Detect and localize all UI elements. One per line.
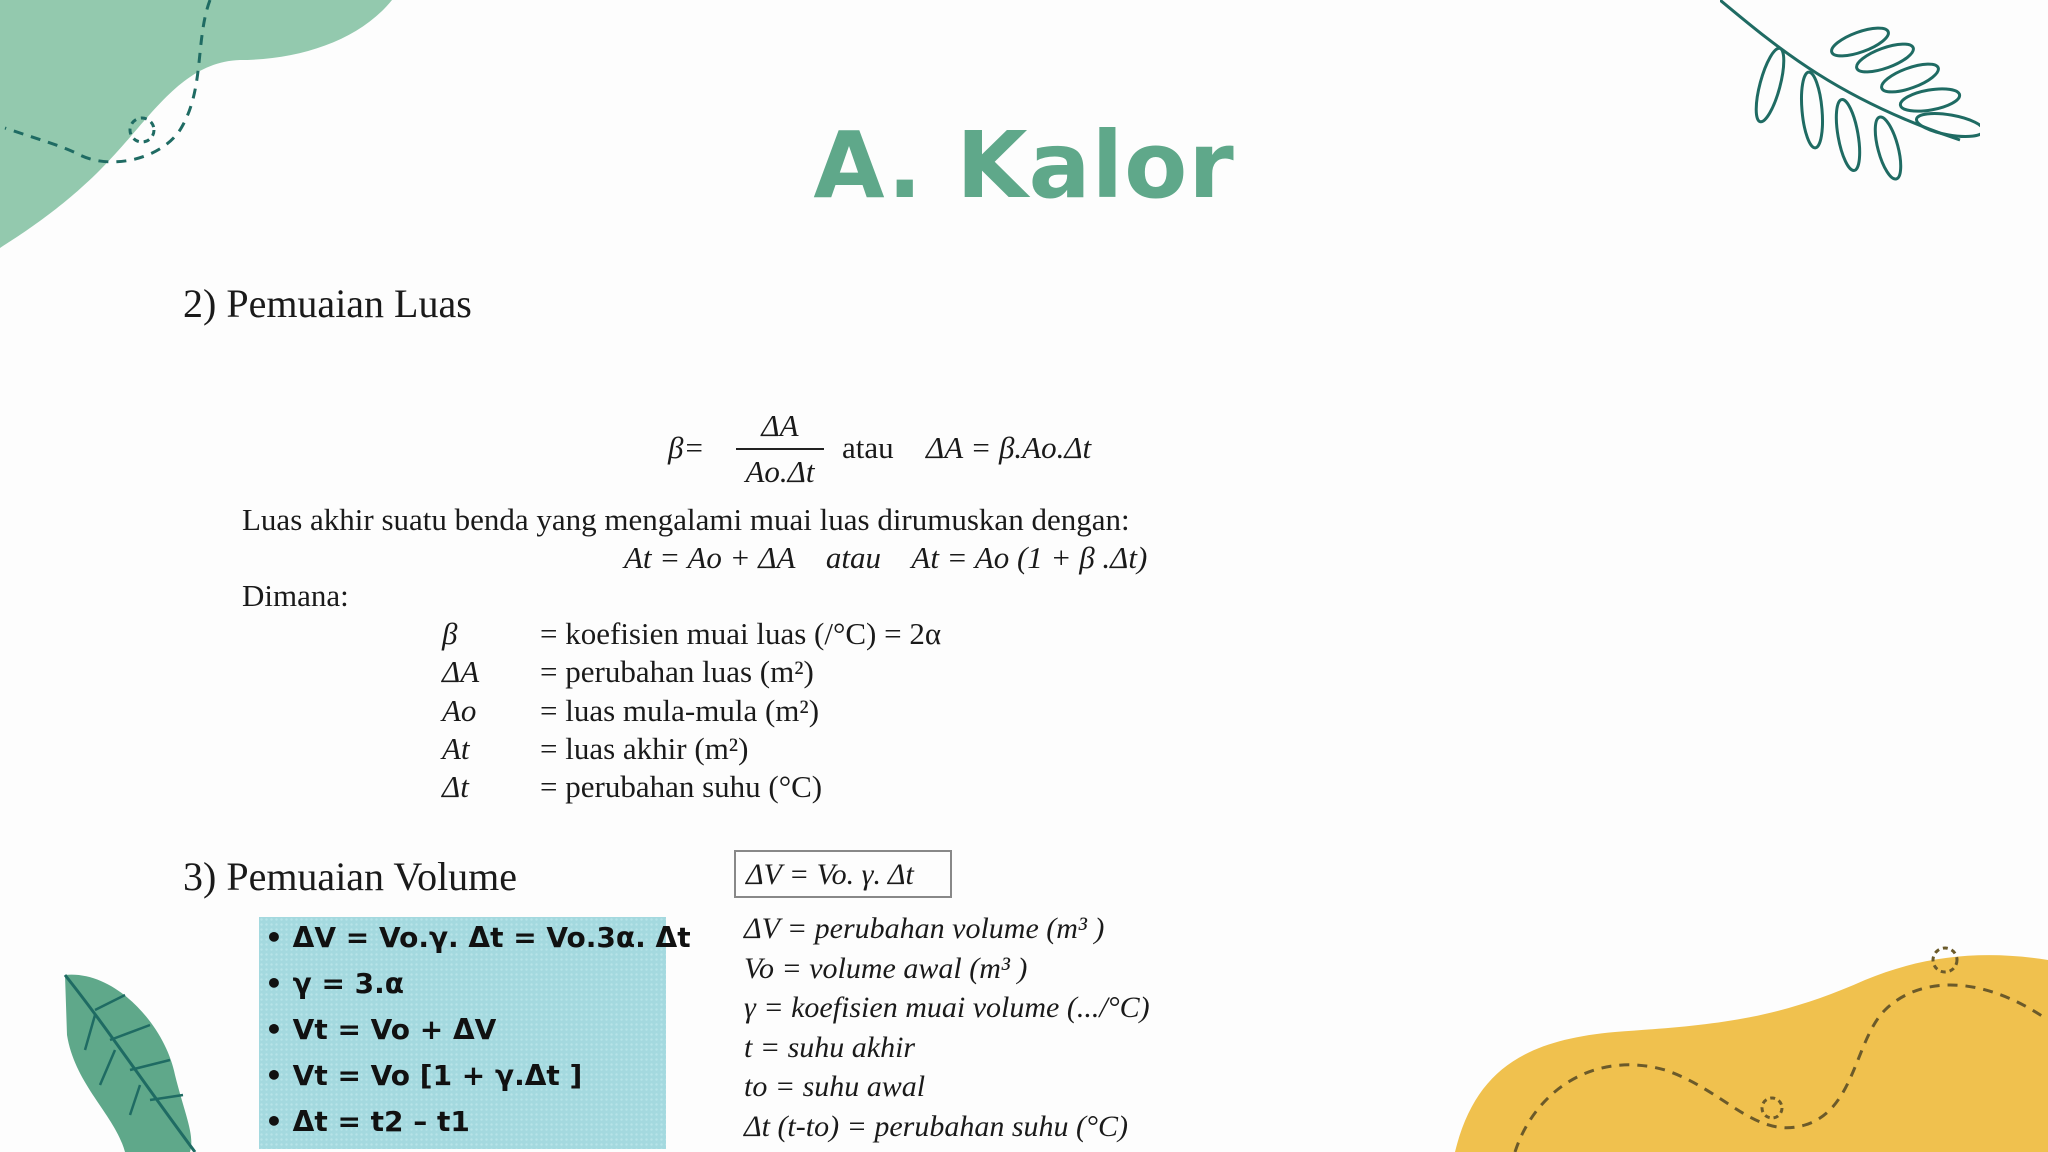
- definition-text: = luas mula-mula (m²): [540, 693, 820, 728]
- formula-fraction: [736, 408, 824, 490]
- dimana-label: Dimana:: [242, 578, 349, 613]
- yellow-blob-decoration: [1455, 940, 2048, 1152]
- volume-definition: γ = koefisien muai volume (.../°C): [744, 991, 1150, 1024]
- definition-text: = koefisien muai luas (/°C) = 2α: [540, 616, 942, 651]
- volume-boxed-formula: ΔV = Vo. γ. Δt: [734, 850, 952, 898]
- volume-definition: Δt (t-to) = perubahan suhu (°C): [744, 1110, 1128, 1143]
- volume-formula-box: [259, 917, 691, 1149]
- definition-symbol: β: [442, 616, 458, 651]
- definition-symbol: Ao: [442, 693, 477, 728]
- volume-bullet: • Vt = Vo [1 + γ.Δt ]: [265, 1059, 583, 1092]
- volume-bullet: • ΔV = Vo.γ. Δt = Vo.3α. Δt: [265, 921, 691, 954]
- volume-definition: t = suhu akhir: [744, 1031, 916, 1064]
- formula-lhs: β=: [668, 430, 705, 465]
- section-heading-pemuaian-volume: 3) Pemuaian Volume: [183, 854, 518, 899]
- definition-text: = luas akhir (m²): [540, 731, 749, 766]
- volume-definition: ΔV = perubahan volume (m³ ): [744, 912, 1105, 945]
- area-sentence: Luas akhir suatu benda yang mengalami muai luas dirumuskan dengan:: [242, 502, 1130, 537]
- definition-symbol: Δt: [442, 769, 469, 804]
- leaf-bottom-left-icon: [55, 965, 205, 1152]
- volume-bullet: • γ = 3.α: [265, 967, 405, 1000]
- volume-definition: to = suhu awal: [744, 1070, 926, 1103]
- volume-definition: Vo = volume awal (m³ ): [744, 952, 1028, 985]
- section-heading-pemuaian-luas: 2) Pemuaian Luas: [183, 281, 472, 326]
- definition-text: = perubahan luas (m²): [540, 654, 814, 689]
- definition-symbol: ΔA: [442, 654, 480, 689]
- definition-text: = perubahan suhu (°C): [540, 769, 823, 804]
- volume-bullet: • Δt = t2 – t1: [265, 1105, 470, 1138]
- formula-numerator: ΔA: [736, 408, 824, 450]
- slide-title: A. Kalor: [813, 112, 1235, 219]
- formula-atau: atau: [842, 430, 894, 465]
- area-expansion-formula: [668, 404, 1188, 504]
- formula-denominator: Ao.Δt: [745, 454, 815, 489]
- volume-bullet: • Vt = Vo + ΔV: [265, 1013, 497, 1046]
- definition-symbol: At: [442, 731, 470, 766]
- final-area-formula: At = Ao + ΔA atau At = Ao (1 + β .Δt): [624, 540, 1148, 575]
- formula-rhs: ΔA = β.Ao.Δt: [926, 430, 1092, 465]
